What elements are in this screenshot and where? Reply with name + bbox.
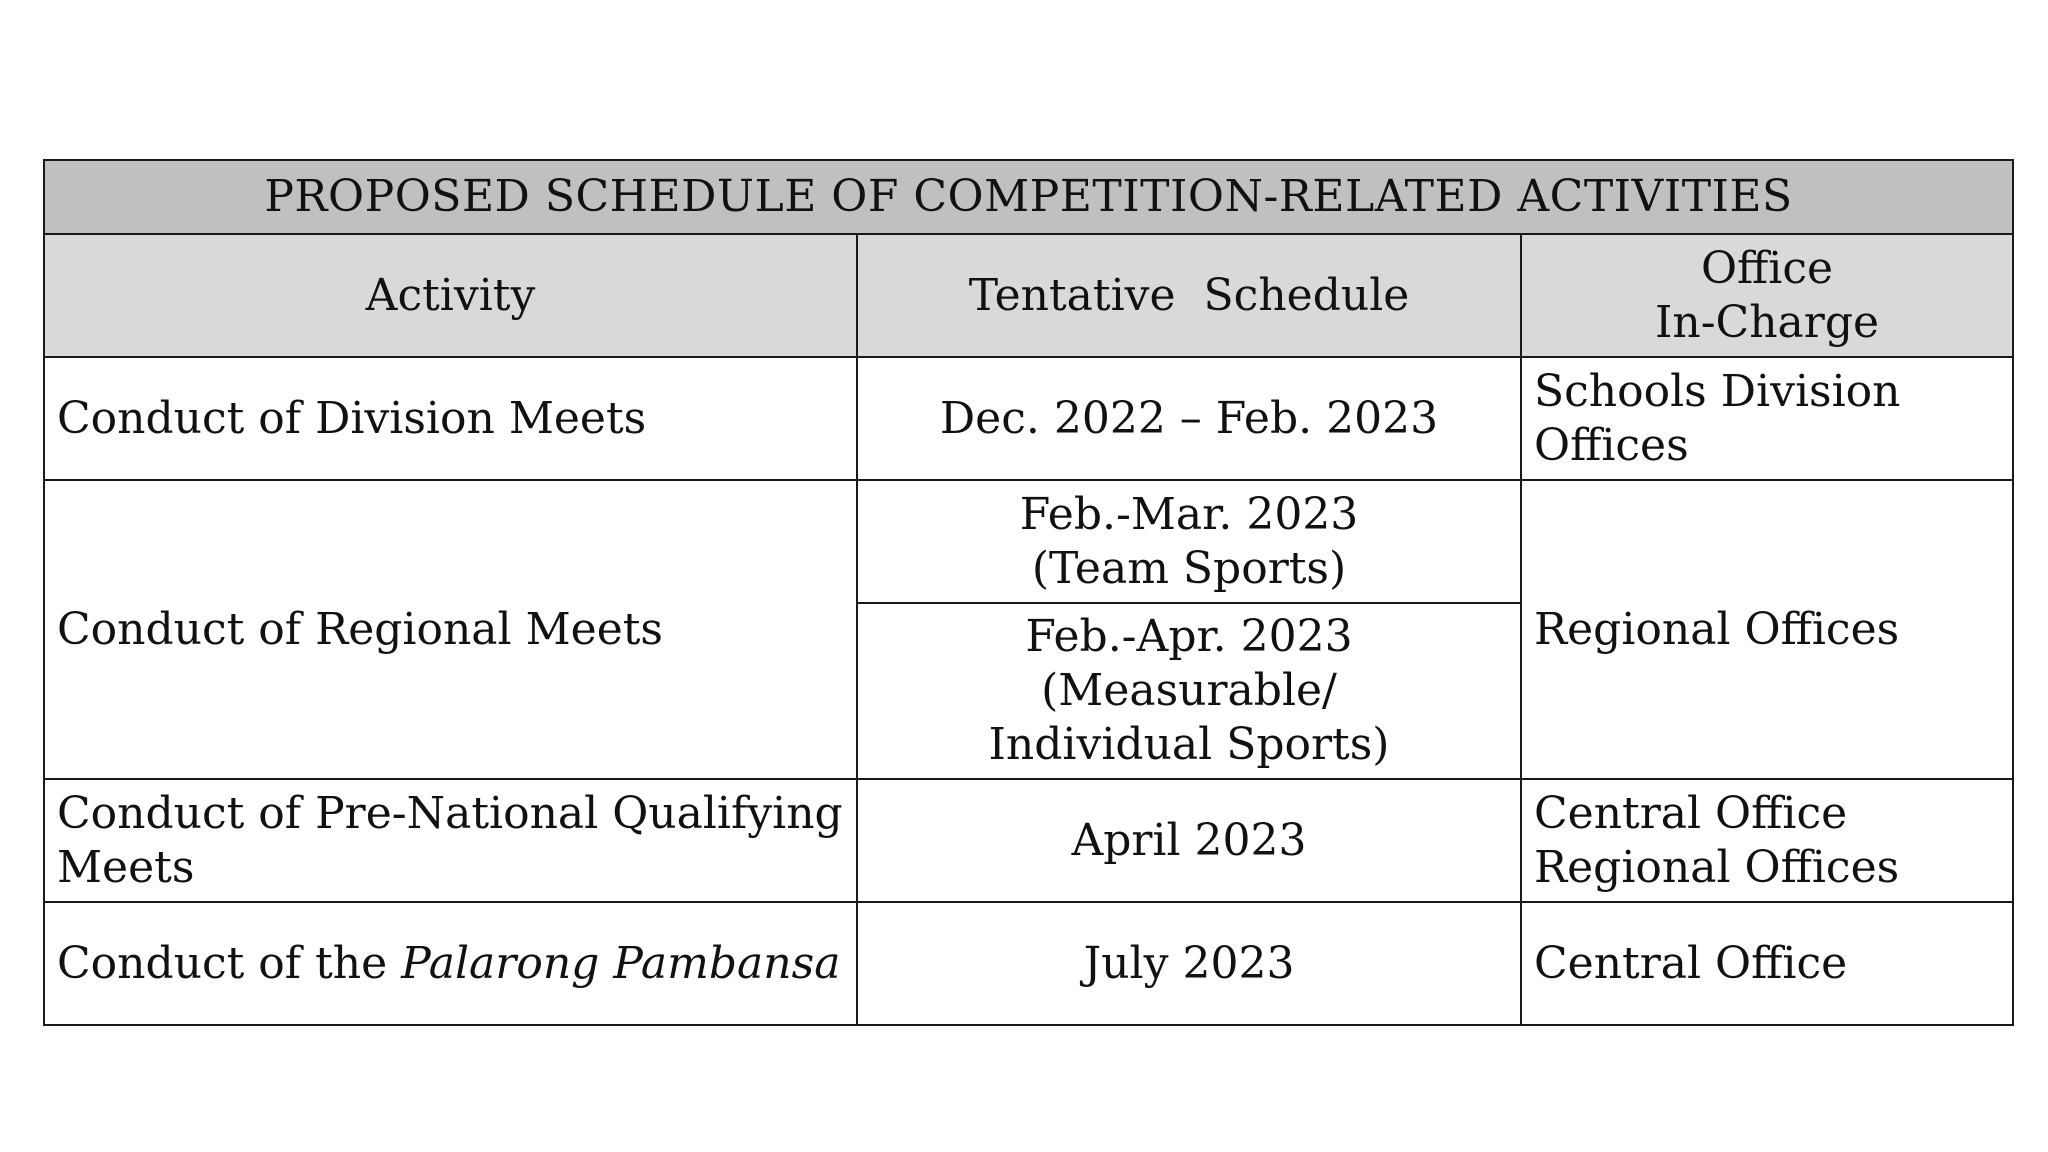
activity-cell: Conduct of Pre-National Qualifying Meets — [44, 779, 857, 902]
schedule-cell: Dec. 2022 – Feb. 2023 — [857, 357, 1521, 480]
schedule-cell: July 2023 — [857, 902, 1521, 1025]
office-cell: Central Office Regional Offices — [1521, 779, 2013, 902]
header-schedule: Tentative Schedule — [857, 234, 1521, 357]
office-cell: Central Office — [1521, 902, 2013, 1025]
table-title-row — [44, 160, 2013, 234]
table-row — [44, 357, 2013, 480]
schedule-cell: Feb.-Mar. 2023 (Team Sports) — [857, 480, 1521, 603]
table-title: PROPOSED SCHEDULE OF COMPETITION-RELATED ACTIVITIES — [44, 160, 2013, 234]
schedule-cell: Feb.-Apr. 2023 (Measurable/ Individual Sports) — [857, 603, 1521, 779]
activity-cell: Conduct of Regional Meets — [44, 480, 857, 779]
table-row — [44, 902, 2013, 1025]
table-header-row — [44, 234, 2013, 357]
activity-cell — [44, 902, 857, 1025]
schedule-table — [43, 159, 2014, 1026]
table-row — [44, 779, 2013, 902]
office-cell: Schools Division Offices — [1521, 357, 2013, 480]
activity-cell: Conduct of Division Meets — [44, 357, 857, 480]
header-activity: Activity — [44, 234, 857, 357]
schedule-cell: April 2023 — [857, 779, 1521, 902]
activity-prefix: Conduct of the — [57, 937, 402, 989]
office-cell: Regional Offices — [1521, 480, 2013, 779]
table-row — [44, 480, 2013, 603]
activity-italic: Palarong Pambansa — [401, 937, 841, 989]
header-office: Office In-Charge — [1521, 234, 2013, 357]
